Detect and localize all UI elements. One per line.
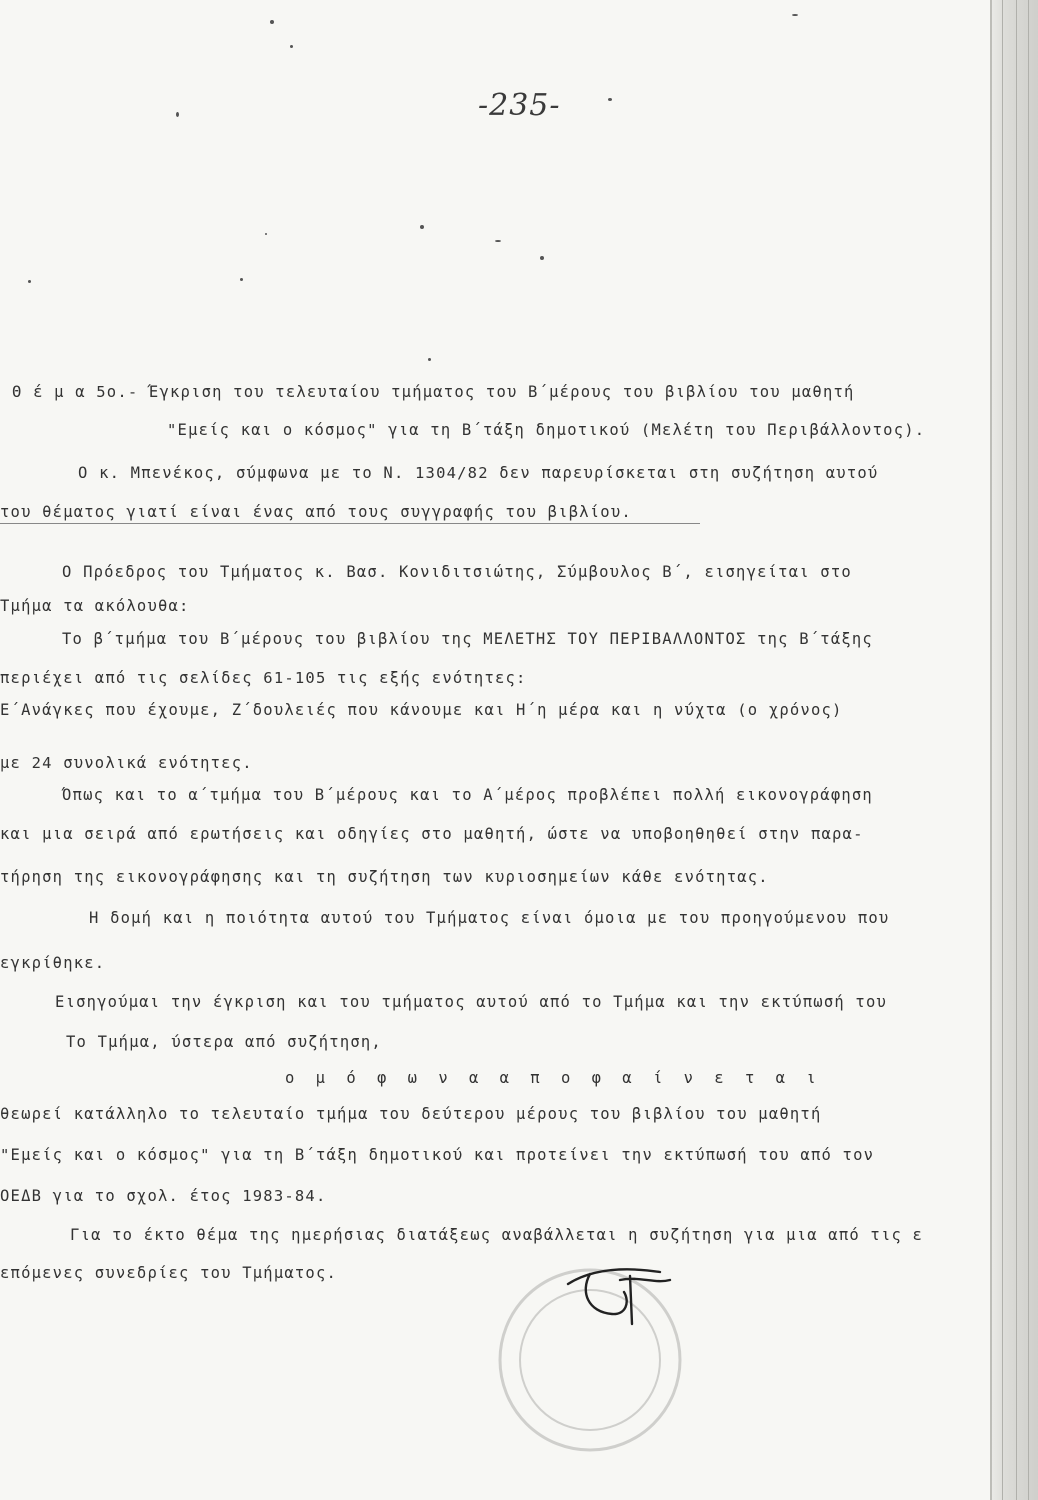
text-line: με 24 συνολικά ενότητες. [0, 754, 253, 772]
page-edge [990, 0, 1038, 1500]
text-line: Όπως και το α΄τμήμα του Β΄μέρους και το Α΄μέρος προβλέπει πολλή εικονογράφηση [62, 786, 873, 804]
text-line: Ο κ. Μπενέκος, σύμφωνα με το Ν. 1304/82 δεν παρευρίσκεται στη συζήτηση αυτού [78, 464, 879, 482]
text-line: περιέχει από τις σελίδες 61-105 τις εξής ενότητες: [0, 669, 527, 687]
text-line: Η δομή και η ποιότητα αυτού του Τμήματος είναι όμοια με του προηγούμενου που [89, 909, 890, 927]
text-line: Το β΄τμήμα του Β΄μέρους του βιβλίου της ΜΕΛΕΤΗΣ ΤΟΥ ΠΕΡΙΒΑΛΛΟΝΤΟΣ της Β΄τάξης [62, 630, 873, 648]
text-line: Τμήμα τα ακόλουθα: [0, 597, 190, 615]
text-line: Θ έ μ α 5ο.- Έγκριση του τελευταίου τμήματος του Β΄μέρους του βιβλίου του μαθητή [12, 383, 855, 401]
text-line: επόμενες συνεδρίες του Τμήματος. [0, 1264, 338, 1282]
text-line: Ο Πρόεδρος του Τμήματος κ. Βασ. Κονιδιτσιώτης, Σύμβουλος Β΄, εισηγείται στο [62, 563, 852, 581]
text-line: εγκρίθηκε. [0, 954, 106, 972]
text-line: Ε΄Ανάγκες που έχουμε, Ζ΄δουλειές που κάνουμε και Η΄η μέρα και η νύχτα (ο χρόνος) [0, 701, 843, 719]
text-line: Το Τμήμα, ύστερα από συζήτηση, [66, 1033, 382, 1051]
underline-rule [0, 523, 700, 524]
text-line: τήρηση της εικονογράφησης και τη συζήτηση των κυριοσημείων κάθε ενότητας. [0, 868, 769, 886]
text-line: ΟΕΔΒ για το σχολ. έτος 1983-84. [0, 1187, 327, 1205]
text-line: Εισηγούμαι την έγκριση και του τμήματος αυτού από το Τμήμα και την εκτύπωσή του [55, 993, 888, 1011]
text-line: Για το έκτο θέμα της ημερήσιας διατάξεως αναβάλλεται η συζήτηση για μια από τις ε [70, 1226, 924, 1244]
text-line: και μια σειρά από ερωτήσεις και οδηγίες στο μαθητή, ώστε να υποβοηθηθεί στην παρα- [0, 825, 864, 843]
text-line: "Εμείς και ο κόσμος" για τη Β΄τάξη δημοτικού και προτείνει την εκτύπωσή του από τον [0, 1146, 875, 1164]
decision-heading: ο μ ό φ ω ν α α π ο φ α ί ν ε τ α ι [285, 1069, 822, 1087]
page-number: -235- [478, 88, 561, 123]
text-line: "Εμείς και ο κόσμος" για τη Β΄τάξη δημοτικού (Μελέτη του Περιβάλλοντος). [167, 421, 926, 439]
text-line: θεωρεί κατάλληλο το τελευταίο τμήμα του δεύτερου μέρους του βιβλίου του μαθητή [0, 1105, 822, 1123]
text-line: του θέματος γιατί είναι ένας από τους συγγραφής του βιβλίου. [0, 503, 632, 521]
signature [560, 1262, 680, 1342]
